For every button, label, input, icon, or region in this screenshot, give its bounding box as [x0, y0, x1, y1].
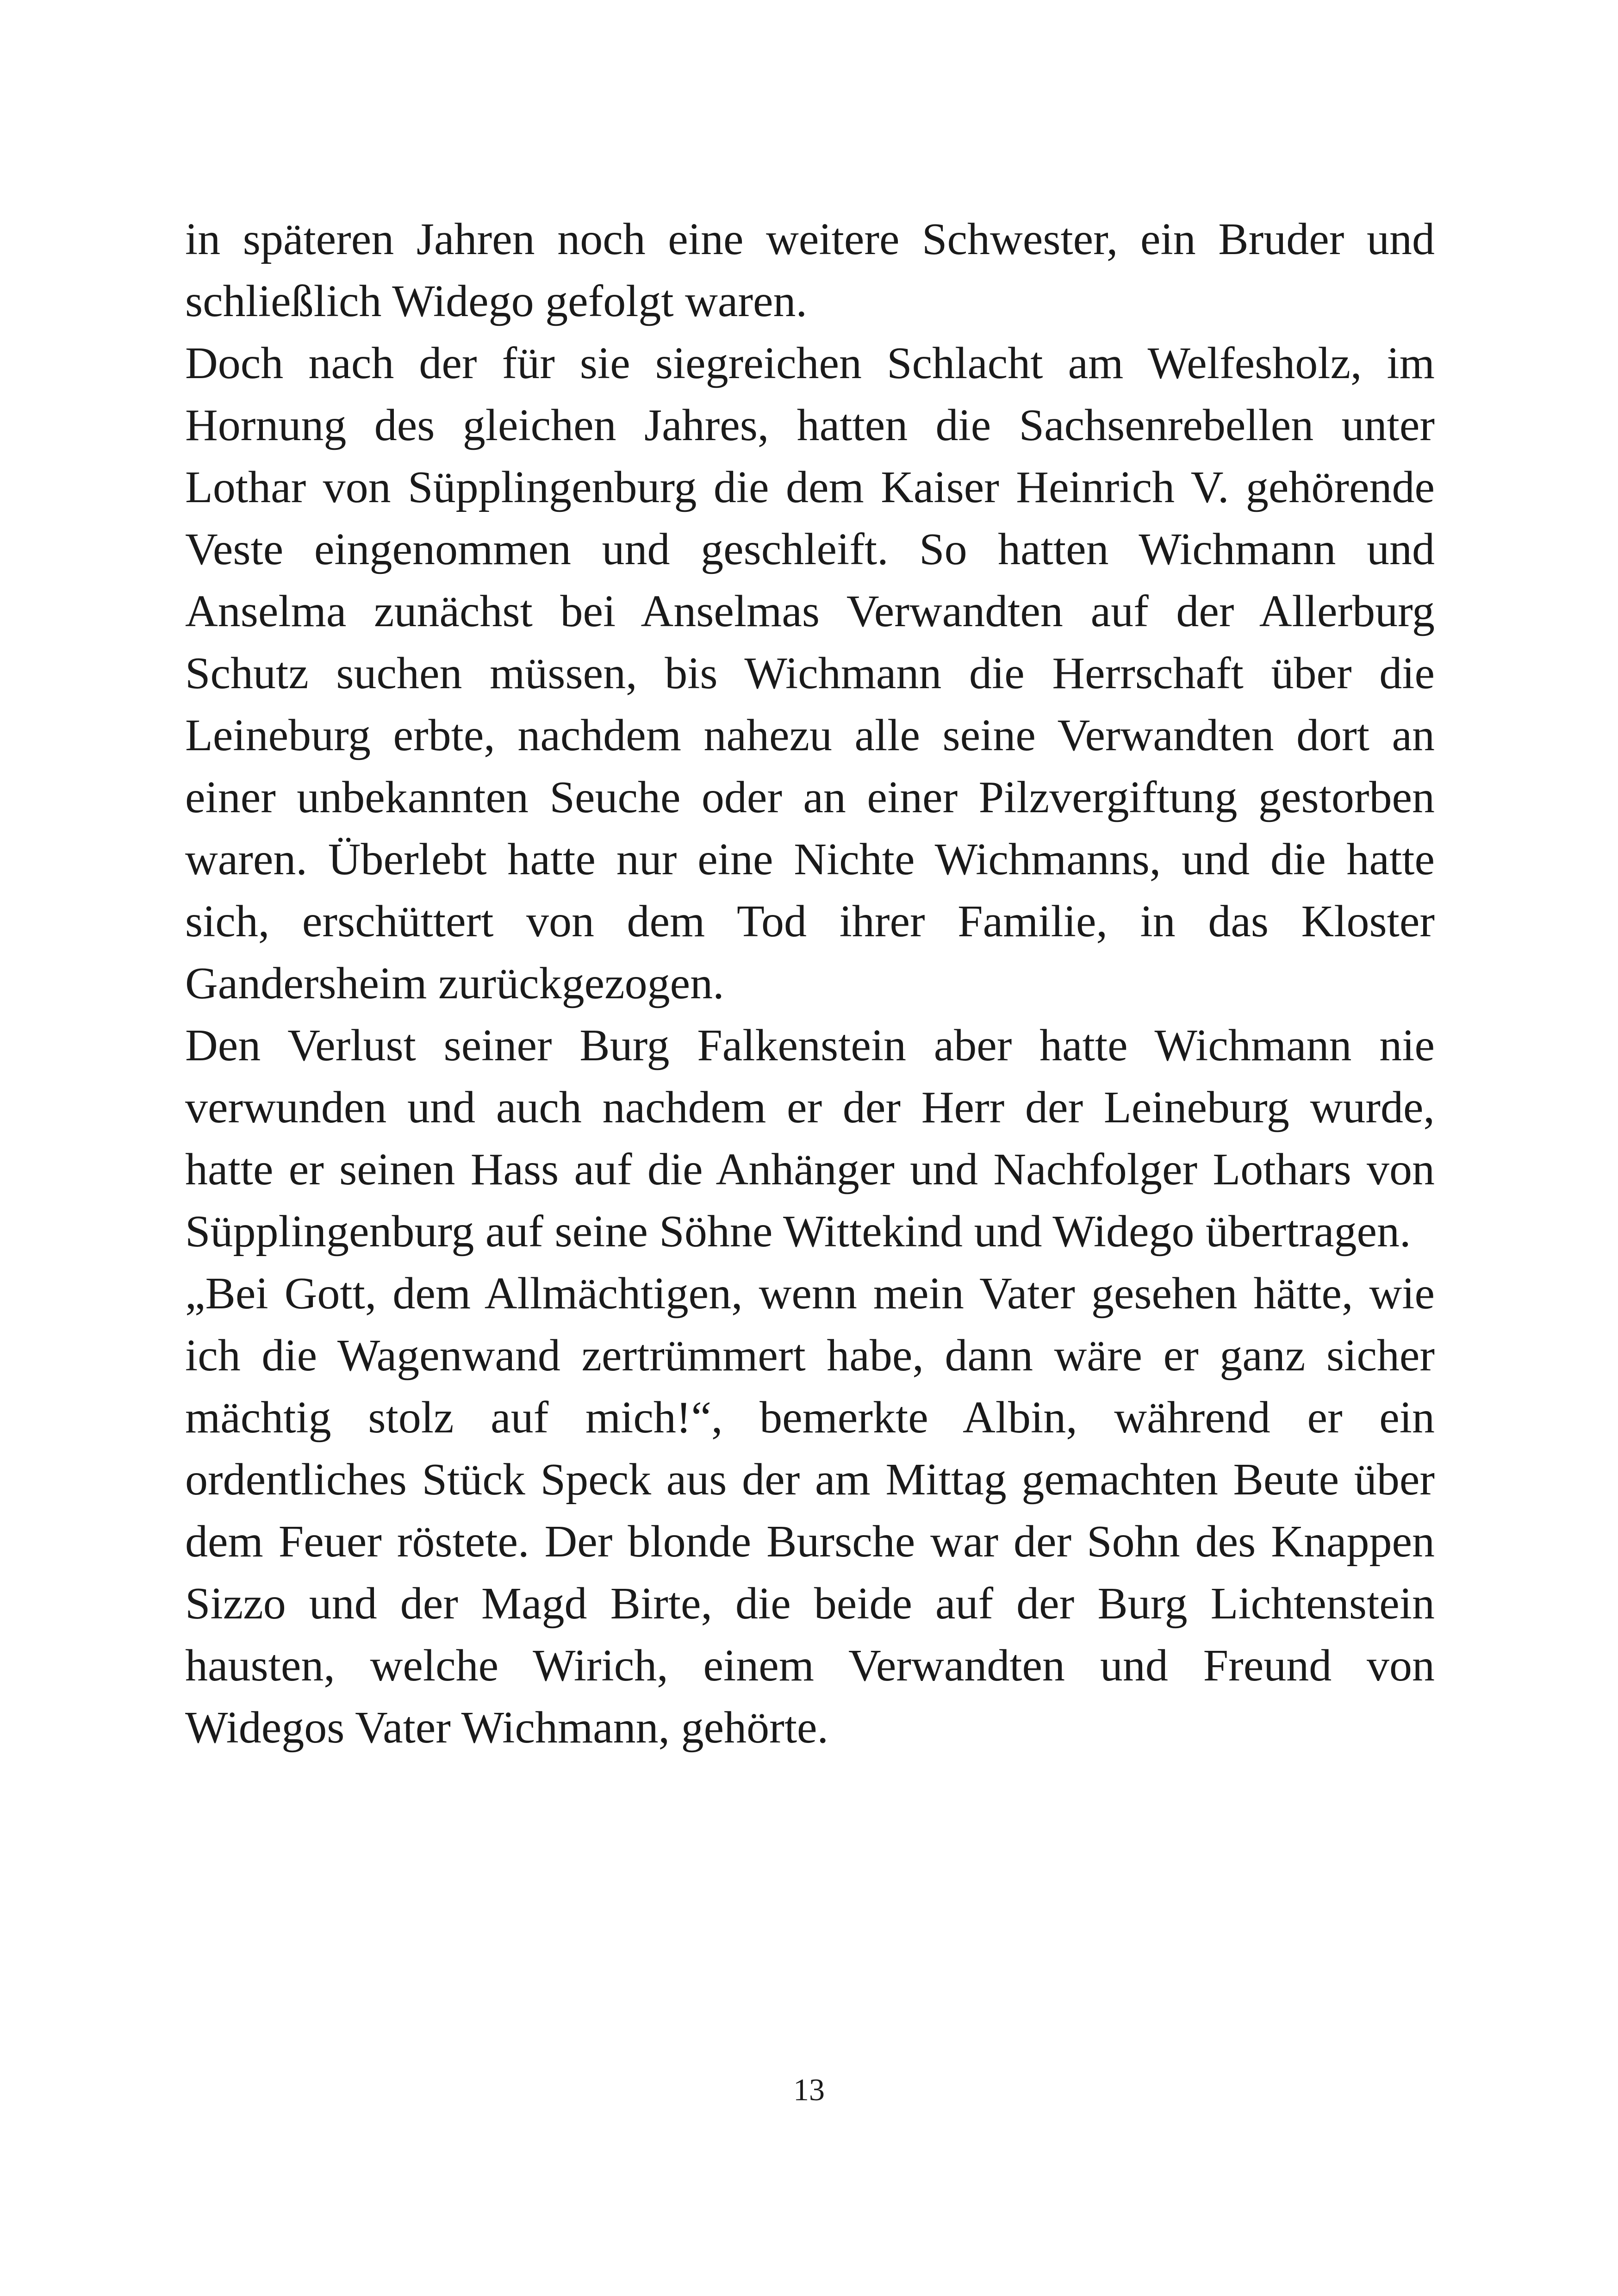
paragraph-4: „Bei Gott, dem Allmächtigen, wenn mein Vater gesehen hätte, wie ich die Wagenwand zertrümmert habe, dann wäre er ganz sicher mächtig stolz auf mich!“, bemerkte Albin, während er ein ordentliches Stück Speck aus der am Mittag gemachten Beute über dem Feuer röstete. Der blonde Bursche war der Sohn des Knappen Sizzo und der Magd Birte, die beide auf der Burg Lichtenstein hausten, welche Wirich, einem Verwandten und Freund von Widegos Vater Wichmann, gehörte.	[185, 1269, 1435, 1753]
page-number: 13	[793, 2072, 825, 2107]
paragraph-3: Den Verlust seiner Burg Falkenstein aber hatte Wichmann nie verwunden und auch nachdem er der Herr der Leineburg wurde, hatte er seinen Hass auf die Anhänger und Nachfolger Lothars von Süpplingenburg auf seine Söhne Wittekind und Widego übertragen.	[185, 1020, 1435, 1257]
paragraph-2: Doch nach der für sie siegreichen Schlacht am Welfesholz, im Hornung des gleichen Jahres, hatten die Sachsenrebellen unter Lothar von Süpplingenburg die dem Kaiser Heinrich V. gehörende Veste eingenommen und geschleift. So hatten Wichmann und Anselma zunächst bei Anselmas Verwandten auf der Allerburg Schutz suchen müssen, bis Wichmann die Herrschaft über die Leineburg erbte, nachdem nahezu alle seine Verwandten dort an einer unbekannten Seuche oder an einer Pilzvergiftung gestorben waren. Überlebt hatte nur eine Nichte Wichmanns, und die hatte sich, erschüttert von dem Tod ihrer Familie, in das Kloster Gandersheim zurückgezogen.	[185, 338, 1435, 1008]
paragraph-1: in späteren Jahren noch eine weitere Schwester, ein Bruder und schließlich Widego gefolgt waren.	[185, 214, 1435, 326]
body-text	[185, 208, 1435, 1759]
